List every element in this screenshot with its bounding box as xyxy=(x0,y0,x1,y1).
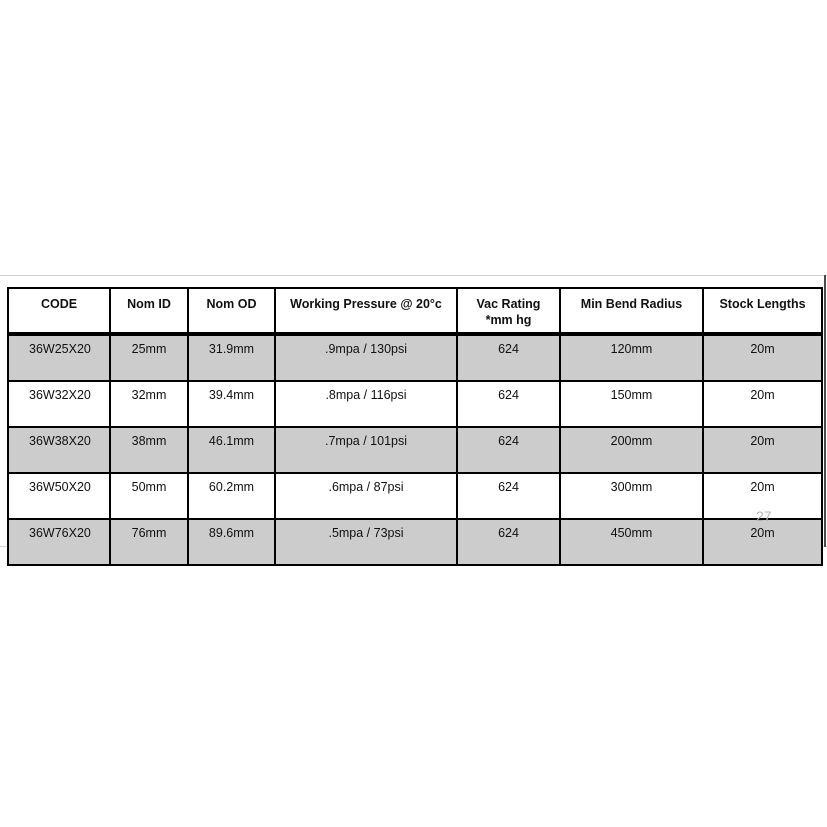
cell-nom-id: 50mm xyxy=(110,473,188,519)
cell-stock-lengths: 20m xyxy=(703,427,822,473)
cell-nom-od: 39.4mm xyxy=(188,381,275,427)
header-stock-lengths: Stock Lengths xyxy=(703,288,822,334)
cell-stock-lengths: 20m xyxy=(703,381,822,427)
header-vac-rating xyxy=(457,288,560,334)
cell-min-bend-radius: 150mm xyxy=(560,381,703,427)
cell-vac-rating: 624 xyxy=(457,381,560,427)
cell-working-pressure: .9mpa / 130psi xyxy=(275,334,457,381)
cell-working-pressure: .6mpa / 87psi xyxy=(275,473,457,519)
cell-stock-lengths: 20m xyxy=(703,519,822,565)
cell-vac-rating: 624 xyxy=(457,519,560,565)
cell-nom-id: 25mm xyxy=(110,334,188,381)
cell-nom-id: 32mm xyxy=(110,381,188,427)
cell-nom-id: 38mm xyxy=(110,427,188,473)
header-min-bend-radius: Min Bend Radius xyxy=(560,288,703,334)
cell-code: 36W76X20 xyxy=(8,519,110,565)
table-row xyxy=(8,519,822,565)
cell-code: 36W32X20 xyxy=(8,381,110,427)
header-nom-od: Nom OD xyxy=(188,288,275,334)
cell-vac-rating: 624 xyxy=(457,427,560,473)
cell-code: 36W25X20 xyxy=(8,334,110,381)
cell-nom-od: 46.1mm xyxy=(188,427,275,473)
cell-working-pressure: .8mpa / 116psi xyxy=(275,381,457,427)
cell-working-pressure: .5mpa / 73psi xyxy=(275,519,457,565)
hose-spec-table xyxy=(7,287,823,566)
cell-code: 36W38X20 xyxy=(8,427,110,473)
cell-min-bend-radius: 120mm xyxy=(560,334,703,381)
header-vac-rating-label: Vac Rating xyxy=(476,297,541,311)
cell-nom-id: 76mm xyxy=(110,519,188,565)
header-working-pressure: Working Pressure @ 20°c xyxy=(275,288,457,334)
header-nom-id: Nom ID xyxy=(110,288,188,334)
page-edge-right xyxy=(824,275,826,547)
cell-working-pressure: .7mpa / 101psi xyxy=(275,427,457,473)
table-row xyxy=(8,427,822,473)
table-header-row xyxy=(8,288,822,334)
table-row xyxy=(8,334,822,381)
page-number: 27 xyxy=(756,508,772,524)
cell-nom-od: 31.9mm xyxy=(188,334,275,381)
cell-nom-od: 60.2mm xyxy=(188,473,275,519)
header-vac-rating-unit: *mm hg xyxy=(485,313,532,327)
cell-vac-rating: 624 xyxy=(457,473,560,519)
cell-code: 36W50X20 xyxy=(8,473,110,519)
cell-nom-od: 89.6mm xyxy=(188,519,275,565)
cell-stock-lengths: 20m xyxy=(703,334,822,381)
cell-min-bend-radius: 200mm xyxy=(560,427,703,473)
table-row xyxy=(8,473,822,519)
page-edge-top xyxy=(0,275,827,276)
cell-min-bend-radius: 450mm xyxy=(560,519,703,565)
cell-stock-lengths: 20m xyxy=(703,473,822,519)
cell-vac-rating: 624 xyxy=(457,334,560,381)
header-code: CODE xyxy=(8,288,110,334)
table-row xyxy=(8,381,822,427)
cell-min-bend-radius: 300mm xyxy=(560,473,703,519)
